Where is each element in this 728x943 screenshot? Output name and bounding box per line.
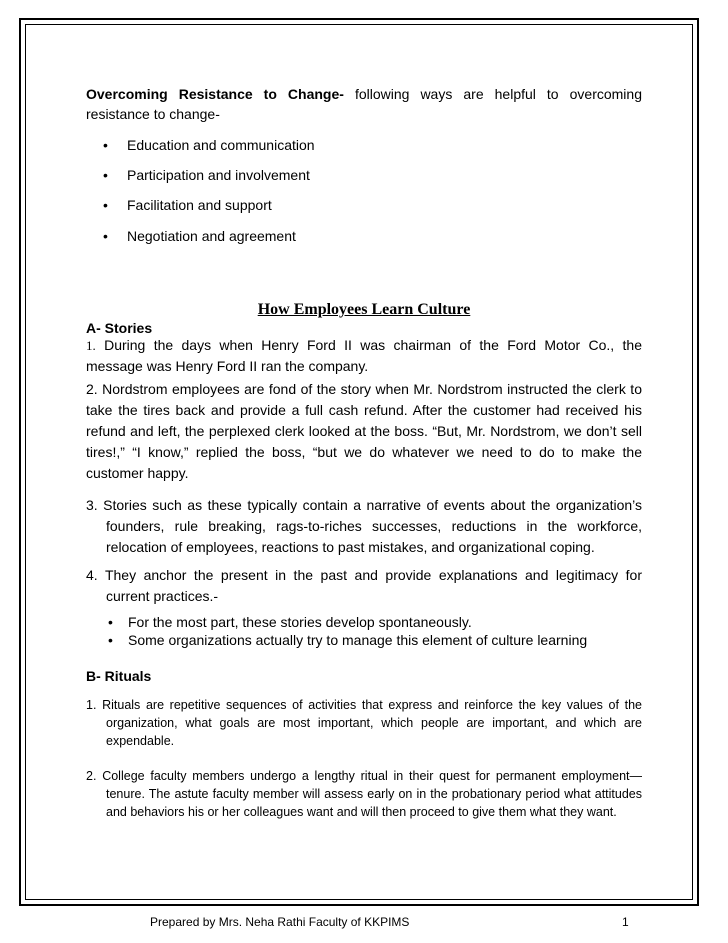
rituals-item-2: 2. College faculty members undergo a lengthy ritual in their quest for permanent employment—tenure. The astute faculty member will assess early on in the probationary period what attitudes and behaviors his or her colleagues want and will then proceed to give them what they want. (86, 769, 642, 819)
stories-item-4: 4. They anchor the present in the past and provide explanations and legitimacy for current practices.- (86, 567, 642, 604)
stories-item-1-number: 1. (86, 338, 96, 353)
rituals-heading: B- Rituals (86, 668, 152, 684)
bullet-icon: • (103, 197, 108, 213)
section-title: How Employees Learn Culture (257, 301, 471, 318)
intro-bold-lead: Overcoming Resistance to Change- (86, 86, 344, 102)
rituals-item-1: 1. Rituals are repetitive sequences of activities that express and reinforce the key values of the organization, what goals are most important, which people are important, and which are expendable. (86, 698, 642, 748)
stories-item-1-line1: During the days when Henry Ford II was chairman of the Ford Motor Co., the (95, 337, 642, 353)
stories-item-3: 3. Stories such as these typically contain a narrative of events about the organization’s founders, rule breaking, rags-to-riches successes, reductions in the workforce, relocation of employees, reactions to past mistakes, and organizational coping. (86, 497, 642, 555)
stories-item-1 (86, 335, 642, 376)
stories-item-1-line2: message was Henry Ford II ran the company. (86, 358, 369, 374)
footer-credit: Prepared by Mrs. Neha Rathi Faculty of KKPIMS (150, 915, 410, 929)
bullet-icon: • (103, 228, 108, 244)
intro-paragraph (86, 84, 642, 124)
intro-text-line2: resistance to change- (86, 106, 220, 122)
bullet-icon: • (108, 632, 113, 648)
bullet-icon: • (108, 614, 113, 630)
intro-text-line1: following ways are helpful to overcoming (343, 86, 642, 102)
bullet-icon: • (103, 167, 108, 183)
bullet-icon: • (103, 137, 108, 153)
page-number: 1 (622, 915, 629, 929)
stories-item-2: 2. Nordstrom employees are fond of the story when Mr. Nordstrom instructed the clerk to take the tires back and provide a full cash refund. After the customer had received his refund and left, the perplexed clerk looked at the boss. “But, Mr. Nordstrom, we don’t sell tires!,” “I know,” replied the boss, “but we do whatever we need to do to make the customer happy. (86, 381, 642, 481)
stories-heading: A- Stories (86, 320, 153, 336)
